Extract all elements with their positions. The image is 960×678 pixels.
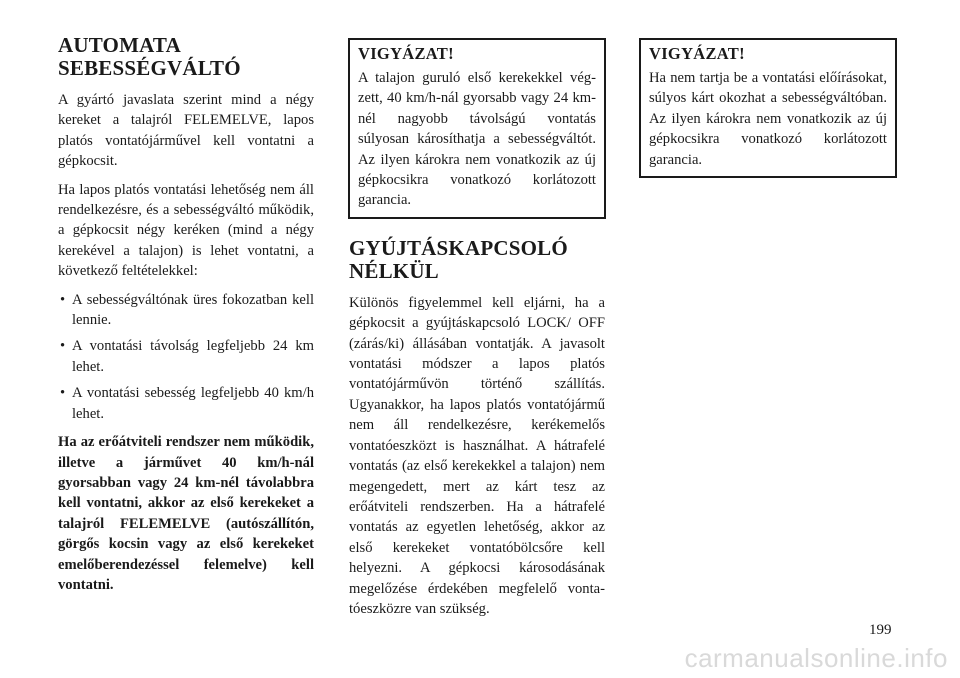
column-left — [58, 34, 314, 603]
watermark: carmanualsonline.info — [684, 643, 948, 673]
bullet-icon: • — [60, 385, 66, 402]
section-heading-no-ignition — [349, 237, 605, 283]
paragraph-conditions: Ha lapos platós vontatási lehetőség nem áll rendelkezésre, és a sebességváltó működik, a gépkocsit négy keréken (mind a négy kerekével a talajon) is lehet vontatni, a következő feltételekkel: — [58, 181, 314, 280]
paragraph-towing-method: Különös figyelemmel kell eljárni, ha a gépkocsit a gyújtáskapcsoló LOCK/ OFF (zárás/ki) állásában vontatják. A javasolt vontatási módszer a lapos platós vontatójárművön történő szállítás. Ugyanakkor, ha lapos platós vontatójármű nem áll rendelkezésre, kerékemelős vontatóeszközt is használhat. A hátrafelé vontatás (az első kerekekkel a talajon) nem megengedett, mert az kárt tesz az erőátviteli rendszerben. Ha a hátrafelé vontatás az egyetlen lehetőség, akkor az első kerekeket vontatóbölcsőre kell helyezni. A gépkocsi károsodásának megelőzése érdekében megfelelő vontatóeszközre van szükség. — [349, 294, 605, 617]
warning-text: A talajon guruló első kerekekkel végzett, 40 km/h-nál gyorsabb vagy 24 km-nél nagyobb távolságú vontatás súlyosan károsíthatja a sebességváltót. Az ilyen károkra nem vonatkozik az új gépkocsikra vonatkozó korlátozott garancia. — [358, 70, 596, 209]
bullet-icon: • — [60, 338, 66, 355]
list-item — [58, 383, 314, 424]
list-item — [58, 290, 314, 331]
section-heading-automatic-transmission — [58, 34, 314, 80]
list-item-text: A vontatási távolság legfeljebb 24 km lehet. — [72, 338, 314, 375]
bullet-icon: • — [60, 291, 66, 308]
paragraph-bold-note: Ha az erőátviteli rendszer nem működik, illetve a járművet 40 km/h-nál gyorsabban vagy 24 km-nél távolabbra kell vontatni, akkor az első kerekeket a talajról FELEMELVE (autószállítón, görgős kocsin vagy az első kerekeket emelőberendezéssel felemelve) kell vontatni. — [58, 434, 314, 593]
list-item-text: A sebességváltónak üres fokozatban kell lennie. — [72, 291, 314, 329]
list-item — [58, 336, 314, 377]
heading-line-2: SEBESSÉGVÁLTÓ — [58, 56, 241, 80]
warning-title: VIGYÁZAT! — [649, 44, 745, 63]
list-item-text: A vontatási sebesség legfeljebb 40 km/h lehet. — [72, 385, 314, 422]
column-right — [640, 34, 896, 196]
paragraph-intro: A gyártó javaslata szerint mind a négy kereket a talajról FELEMELVE, lapos platós vontatójárművel kell vontatni a gépkocsit. — [58, 92, 314, 170]
warning-box — [348, 38, 606, 219]
conditions-list — [58, 290, 314, 424]
heading-line-2: NÉLKÜL — [349, 258, 439, 283]
warning-title: VIGYÁZAT! — [358, 44, 454, 63]
column-middle — [349, 34, 605, 627]
warning-text: Ha nem tartja be a vontatási előírásokat, súlyos kárt okozhat a sebességváltóban. Az ilyen károkra nem vonatkozik az új gépkocsikra vonatkozó korlátozott garancia. — [649, 70, 887, 168]
heading-line-1: GYÚJTÁSKAPCSOLÓ — [349, 235, 568, 260]
warning-box — [639, 38, 897, 178]
heading-line-1: AUTOMATA — [58, 33, 181, 57]
page-number: 199 — [869, 622, 892, 638]
